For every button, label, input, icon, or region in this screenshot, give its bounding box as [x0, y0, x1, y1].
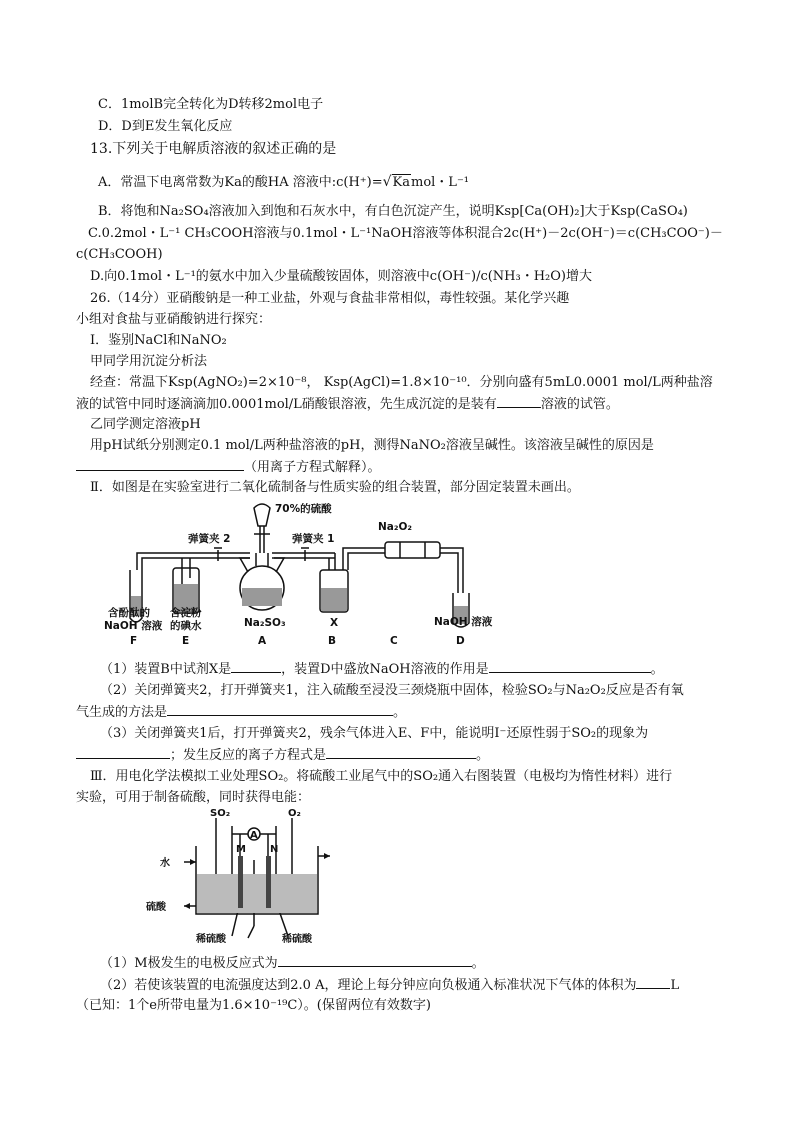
q3-2-unit: L: [670, 978, 680, 993]
answer-blank-8[interactable]: [278, 954, 472, 967]
answer-blank-1[interactable]: [497, 395, 541, 408]
option-d-line: D．D到E发生氧化反应: [98, 119, 233, 134]
fig2-n-label: N: [270, 844, 279, 855]
fig1-d-label: NaOH 溶液: [434, 616, 493, 628]
q2-2-line: （2）关闭弹簧夹2，打开弹簧夹1，注入硫酸至浸没三颈烧瓶中固体，检验SO₂与Na₂O₂反应是否有氧: [100, 683, 684, 698]
q3-2-line: [100, 976, 679, 995]
q2-1-line: [100, 660, 664, 679]
q3-2-text: （2）若使该装置的电流强度达到2.0 A，理论上每分钟应向负极通入标准状况下气体的体积为: [100, 978, 637, 993]
sqrt-radicand: Ka: [392, 175, 410, 190]
answer-blank-2[interactable]: [76, 458, 244, 471]
fig1-na2so3-label: Na₂SO₃: [244, 617, 286, 629]
ksp-line: 经查：常温下Ksp(AgNO₂)=2×10⁻⁸， Ksp(AgCl)=1.8×10⁻¹⁰．分别向盛有5mL0.0001 mol/L两种盐溶: [90, 375, 713, 390]
q2-1-text-c: 。: [650, 662, 664, 677]
fig1-e-line2: 的碘水: [170, 620, 202, 632]
question-26-title: 26.（14分）亚硝酸钠是一种工业盐，外观与食盐非常相似，毒性较强。某化学兴趣: [90, 291, 570, 306]
fig1-f-line2: NaOH 溶液: [104, 620, 163, 632]
q26-intro-cont: 小组对食盐与亚硝酸钠进行探究：: [76, 312, 272, 327]
fig1-clamp1-label: 弹簧夹 1: [292, 533, 335, 545]
silver-nitrate-tail: 溶液的试管。: [540, 397, 619, 412]
q3-1-line: [100, 954, 485, 973]
fig2-o2-label: O₂: [288, 808, 301, 819]
section-2-title: Ⅱ．如图是在实验室进行二氧化硫制备与性质实验的组合装置，部分固定装置未画出。: [90, 480, 580, 495]
q13-option-b: B．将饱和Na₂SO₄溶液加入到饱和石灰水中，有白色沉淀产生，说明Ksp[Ca(OH)₂]大于Ksp(CaSO₄): [98, 204, 688, 219]
answer-blank-9[interactable]: [636, 976, 670, 989]
ionic-equation-line: [76, 458, 381, 477]
fig1-x-label: X: [330, 617, 339, 629]
student-yi-line: 乙同学测定溶液pH: [90, 417, 201, 432]
section-3-cont: 实验，可用于制备硫酸，同时获得电能：: [76, 790, 311, 805]
electrochemical-cell-figure: [140, 806, 340, 946]
question-13-title: 13.下列关于电解质溶液的叙述正确的是: [90, 141, 337, 157]
q13-option-c: C.0.2mol・L⁻¹ CH₃COOH溶液与0.1mol・L⁻¹NaOH溶液等体积混合2c(H⁺)－2c(OH⁻)＝c(CH₃COO⁻)－: [88, 226, 723, 241]
fig2-dilute1-label: 稀硫酸: [196, 934, 226, 945]
option-c-line: C．1molB完全转化为D转移2mol电子: [98, 97, 324, 112]
fig1-acid-label: 70%的硫酸: [275, 503, 332, 515]
so2-apparatus-figure: [100, 498, 520, 648]
fig1-f-line1: 含酚酞的: [108, 607, 150, 619]
fig1-letter-d: D: [456, 635, 465, 647]
section-3-title: Ⅲ．用电化学法模拟工业处理SO₂。将硫酸工业尾气中的SO₂通入右图装置（电极均为惰性材料）进行: [90, 769, 673, 784]
answer-blank-5[interactable]: [167, 703, 393, 716]
fig1-letter-b: B: [328, 635, 337, 647]
q2-2-cont-text: 气生成的方法是: [76, 705, 168, 720]
fig2-ammeter-label: A: [250, 830, 258, 841]
q2-3-cont: [76, 746, 489, 765]
q2-2-cont-tail: 。: [393, 705, 407, 720]
q13-option-d: D.向0.1mol・L⁻¹的氨水中加入少量硫酸铵固体，则溶液中c(OH⁻)/c(NH₃・H₂O)增大: [90, 269, 592, 284]
q2-3-line: （3）关闭弹簧夹1后，打开弹簧夹2，残余气体进入E、F中，能说明I⁻还原性弱于SO₂的现象为: [100, 726, 649, 741]
q13-option-a-unit: mol・L⁻¹: [411, 175, 470, 190]
fig1-e-line1: 含淀粉: [170, 607, 202, 619]
fig2-dilute2-label: 稀硫酸: [282, 934, 312, 945]
sqrt-symbol: √: [382, 174, 392, 190]
fig2-so2-label: SO₂: [210, 808, 231, 819]
silver-nitrate-text: 液的试管中同时逐滴滴加0.0001mol/L硝酸银溶液，先生成沉淀的是装有: [76, 397, 497, 412]
section-1-title: Ⅰ．鉴别NaCl和NaNO₂: [90, 333, 227, 348]
q3-1-tail: 。: [471, 956, 485, 971]
silver-nitrate-line: [76, 395, 619, 414]
q13-option-a-text: A．常温下电离常数为Ka的酸HA 溶液中:c(H⁺)=: [98, 175, 383, 190]
q3-1-text: （1）M极发生的电极反应式为: [100, 956, 278, 971]
q13-option-c-cont: c(CH₃COOH): [76, 247, 163, 262]
fig1-letter-f: F: [130, 635, 138, 647]
q13-option-a: [98, 173, 469, 192]
fig1-letter-a: A: [258, 635, 267, 647]
fig1-letter-e: E: [182, 635, 190, 647]
answer-blank-4[interactable]: [489, 660, 651, 673]
fig2-acid-out-label: 硫酸: [146, 902, 166, 913]
q3-2-note: （已知：1个e所带电量为1.6×10⁻¹⁹C）。(保留两位有效数字): [76, 998, 431, 1013]
q2-3-cont-text: ；发生反应的离子方程式是: [170, 748, 327, 763]
fig1-na2o2-label: Na₂O₂: [378, 521, 412, 533]
q2-2-cont: [76, 703, 406, 722]
answer-blank-3[interactable]: [231, 660, 281, 673]
ph-test-line: 用pH试纸分别测定0.1 mol/L两种盐溶液的pH，测得NaNO₂溶液呈碱性。该溶液呈碱性的原因是: [90, 438, 654, 453]
q2-3-cont-tail: 。: [476, 748, 490, 763]
fig1-clamp2-label: 弹簧夹 2: [188, 533, 231, 545]
ionic-equation-tail: （用离子方程式解释）。: [244, 460, 381, 475]
q2-1-text-b: ，装置D中盛放NaOH溶液的作用是: [281, 662, 489, 677]
q2-1-text-a: （1）装置B中试剂X是: [100, 662, 232, 677]
answer-blank-6[interactable]: [76, 746, 170, 759]
student-jia-line: 甲同学用沉淀分析法: [90, 354, 208, 369]
fig2-water-label: 水: [160, 858, 170, 869]
answer-blank-7[interactable]: [326, 746, 476, 759]
fig1-letter-c: C: [390, 635, 398, 647]
fig2-m-label: M: [236, 844, 246, 855]
